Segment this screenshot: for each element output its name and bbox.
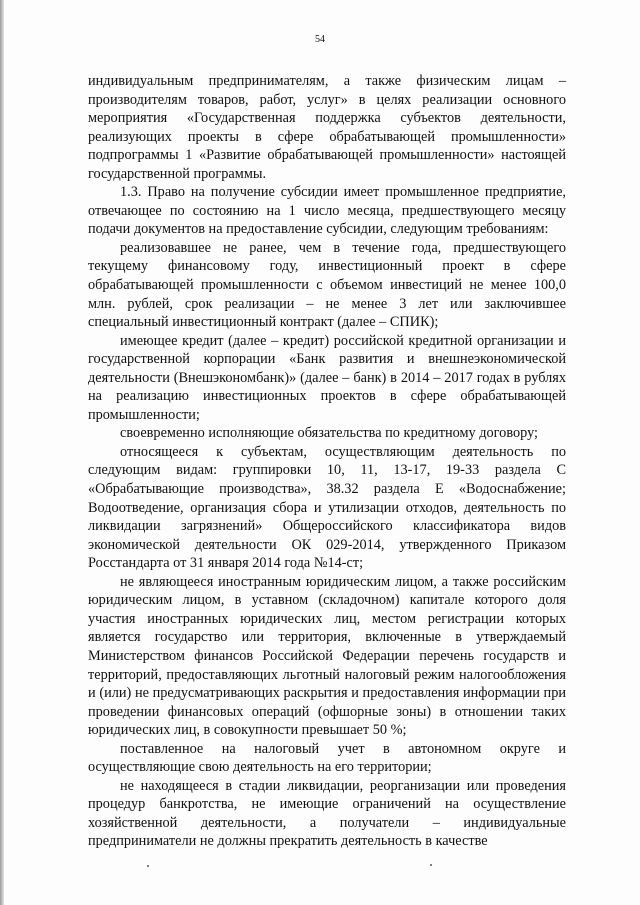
requirement-tax-registration: поставленное на налоговый учет в автономном округе и осуществляющие свою деятельность на его территории; (88, 740, 566, 776)
page-number: 54 (315, 34, 325, 45)
scan-edge (0, 0, 4, 905)
paragraph-continuation: индивидуальным предпринимателям, а также физическим лицам – производителям товаров, работ, услуг» в целях реализации основного мероприятия «Государственная поддержка субъектов деятельности, реализующих проекты в сфере обрабатывающей промышленности» подпрограммы 1 «Развитие обрабатывающей промышленности» настоящей государственной программы. (88, 73, 566, 182)
requirement-not-foreign-entity: не являющееся иностранным юридическим лицом, а также российским юридическим лицом, в уставном (складочном) капитале которого доля участия иностранных юридических лиц, местом регистрации которых является государство или территория, включенные в утверждаемый Министерством финансов Российской Федерации перечень государств и территорий, предоставляющих льготный налоговый режим налогообложения и (или) не предусматривающих раскрытия и предоставления информации при проведении финансовых операций (офшорные зоны) в отношении таких юридических лиц, в совокупности превышает 50 %; (88, 573, 566, 739)
requirement-credit-obligations: своевременно исполняющие обязательства по кредитному договору; (120, 425, 539, 442)
scan-speck (147, 865, 149, 867)
requirement-not-in-liquidation: не находящееся в стадии ликвидации, реорганизации или проведения процедур банкротства, не имеющие ограничений на осуществление хозяйственной деятельности, а получатели – индивидуальные предприниматели не должны прекратить деятельность в качестве (88, 777, 566, 850)
requirement-investment-project: реализовавшее не ранее, чем в течение года, предшествующего текущему финансовому году, инвестиционный проект в сфере обрабатывающей промышленности с объемом инвестиций не менее 100,0 млн. рублей, срок реализации – не менее 3 лет или заключившее специальный инвестиционный контракт (далее – СПИК); (88, 239, 566, 331)
requirement-activity-types: относящееся к субъектам, осуществляющим деятельность по следующим видам: группировки 10, 11, 13-17, 19-33 раздела С «Обрабатывающие производства», 38.32 раздела Е «Водоснабжение; Водоотведение, организация сбора и утилизации отходов, деятельность по ликвидации загрязнений» Общероссийского классификатора видов экономической деятельности ОК 029-2014, утвержденного Приказом Росстандарта от 31 января 2014 года №14-ст; (88, 443, 566, 572)
paragraph-1-3-right-to-subsidy: 1.3. Право на получение субсидии имеет промышленное предприятие, отвечающее по состоянию на 1 число месяца, предшествующего месяцу подачи документов на предоставление субсидии, следующим требованиям: (88, 184, 566, 238)
scan-speck (430, 864, 432, 866)
document-body (88, 72, 566, 851)
requirement-credit: имеющее кредит (далее – кредит) российской кредитной организации и государственной корпорации «Банк развития и внешнеэкономической деятельности (Внешэкономбанк)» (далее – банк) в 2014 – 2017 годах в рублях на реализацию инвестиционных проектов в сфере обрабатывающей промышленности; (88, 332, 566, 423)
